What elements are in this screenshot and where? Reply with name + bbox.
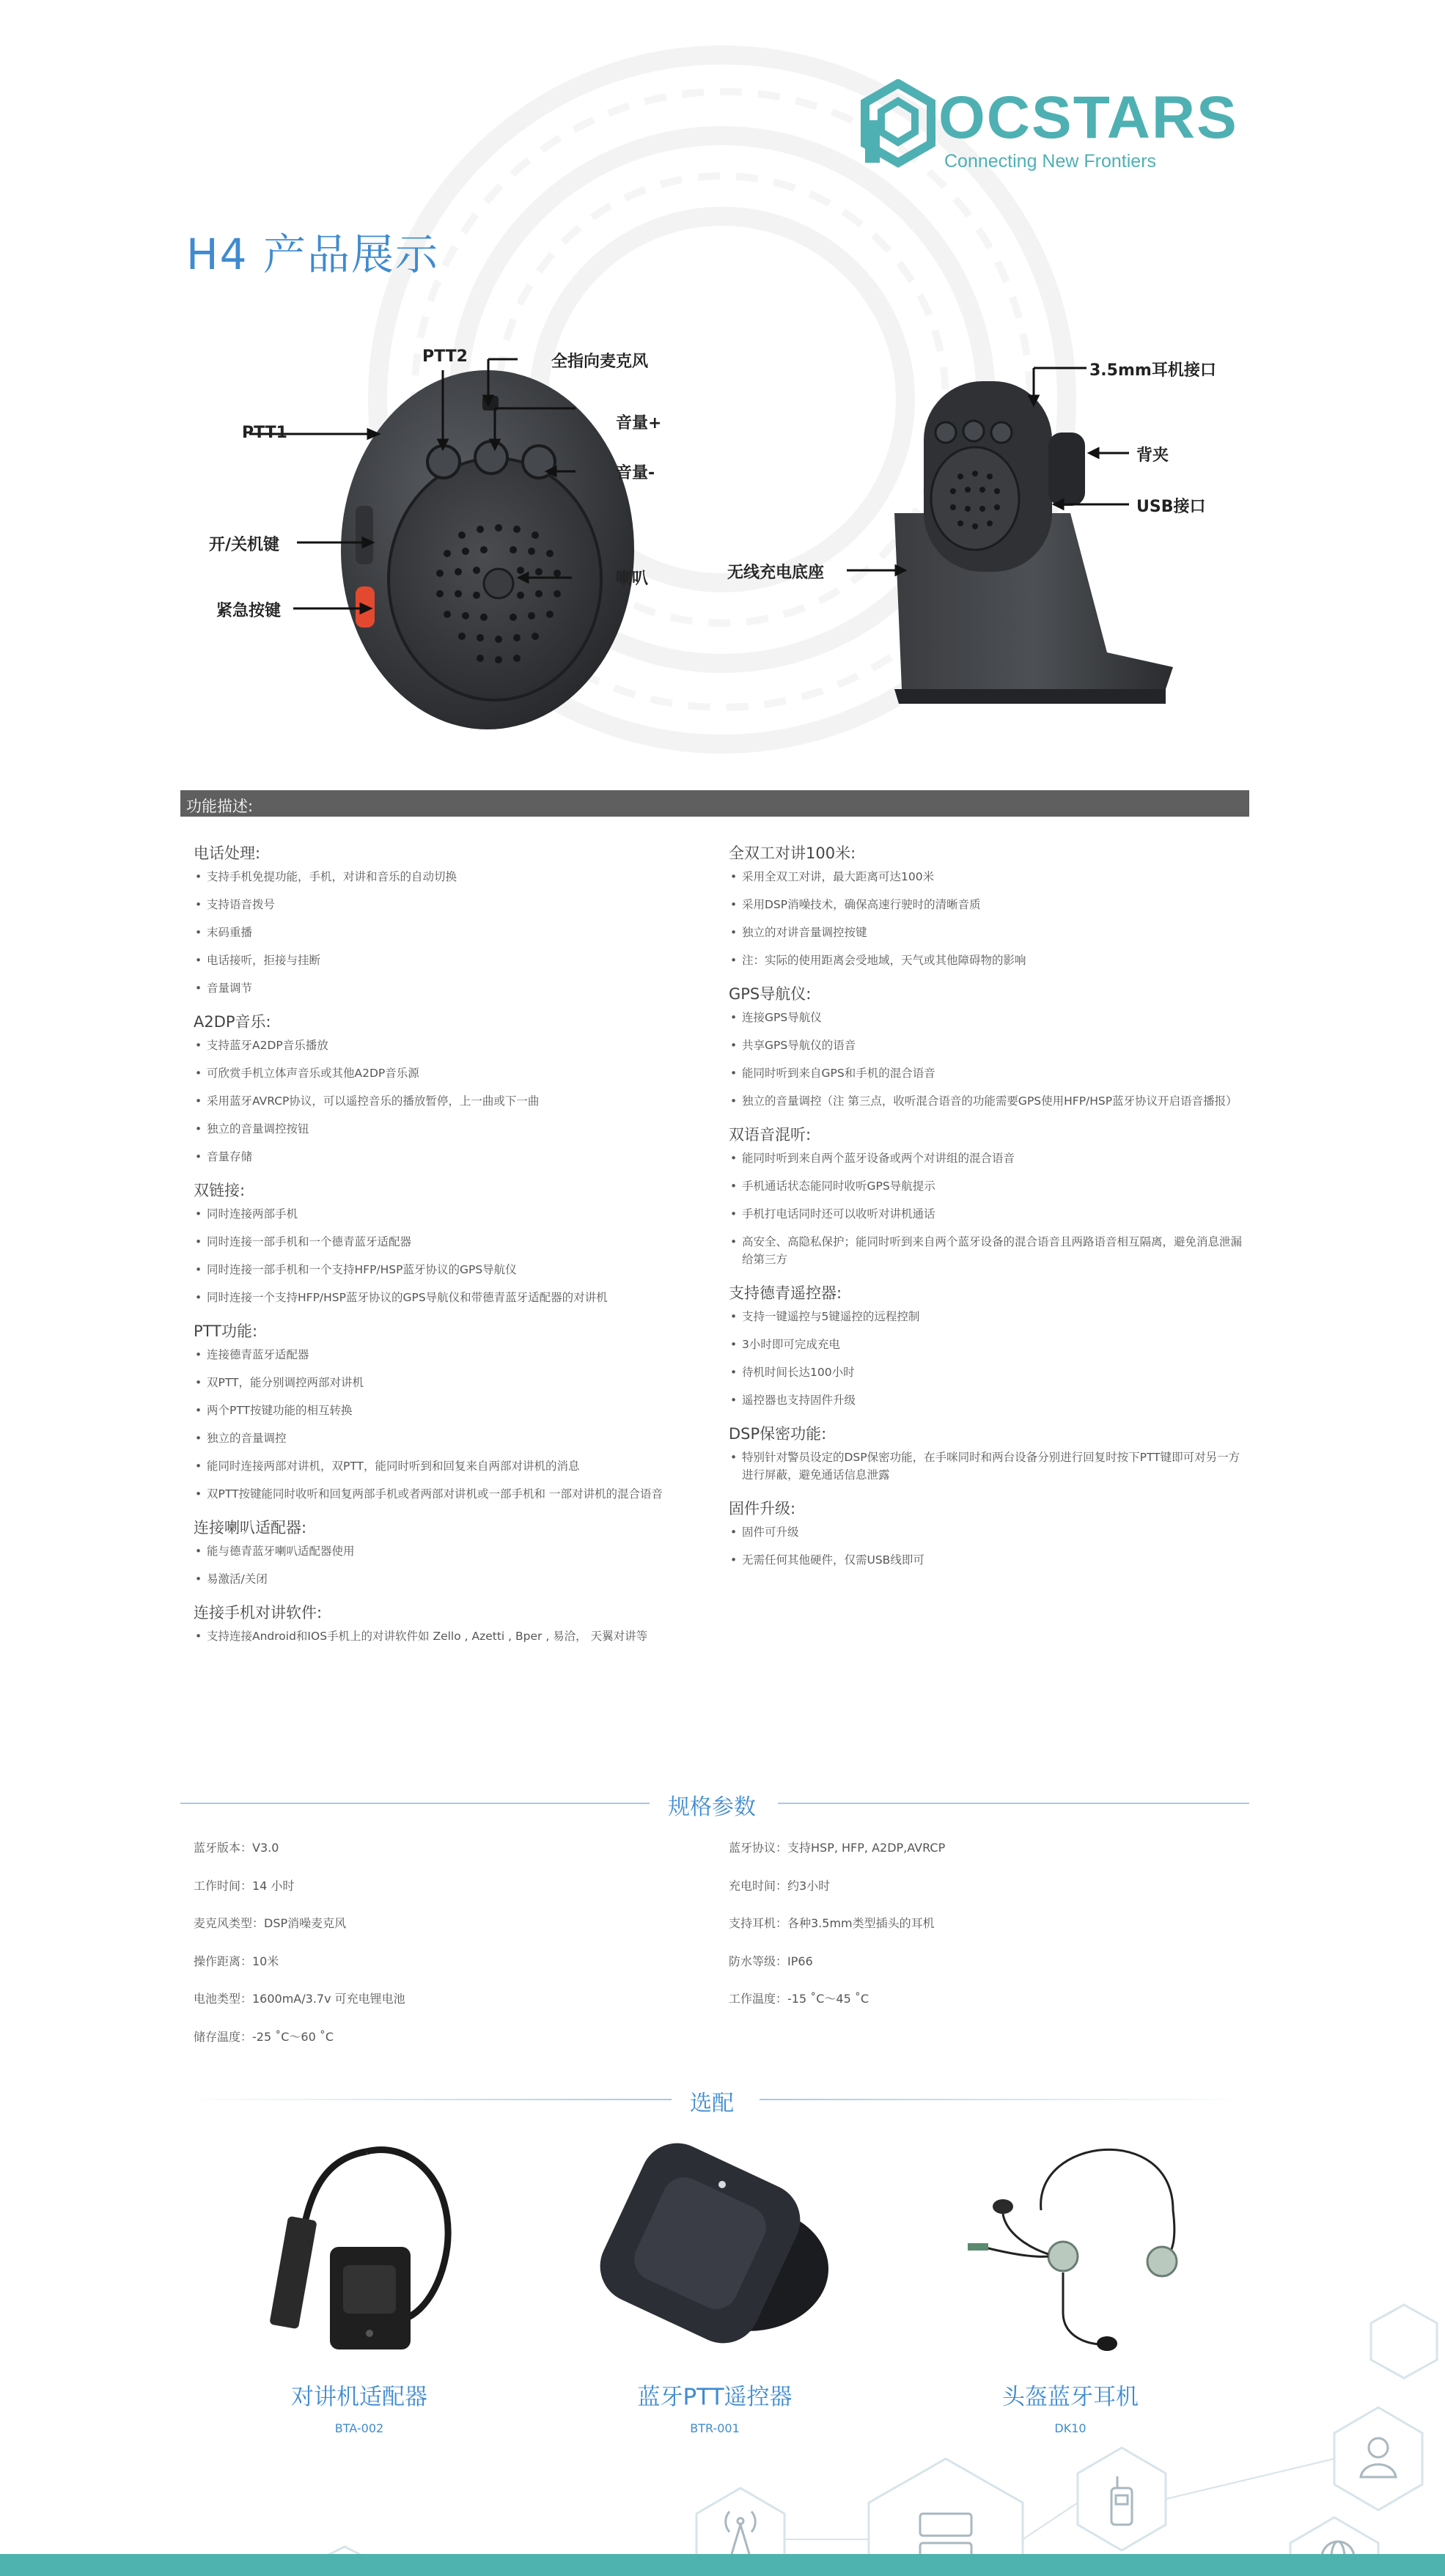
feature-item: • 易激活/关闭: [194, 1570, 707, 1588]
feature-item: • 手机通话状态能同时收听GPS导航提示: [729, 1177, 1242, 1195]
feature-item: • 能与德青蓝牙喇叭适配器使用: [194, 1542, 707, 1560]
spec-item: 支持耳机：各种3.5mm类型插头的耳机: [729, 1916, 935, 1930]
feature-item: • 连接德青蓝牙适配器: [194, 1346, 707, 1364]
features-heading-bar: [180, 790, 1249, 817]
feature-list: [729, 1308, 1242, 1409]
user-icon: [1361, 2438, 1396, 2477]
feature-item: • 同时连接一个支持HFP/HSP蓝牙协议的GPS导航仪和带德青蓝牙适配器的对讲机: [194, 1289, 707, 1306]
feature-item: • 连接GPS导航仪: [729, 1009, 1242, 1026]
feature-group: [194, 1320, 707, 1503]
feature-list: [194, 1037, 707, 1166]
divider: [180, 2099, 672, 2100]
callout-usb: USB接口: [1136, 498, 1206, 516]
feature-list: [194, 1346, 707, 1503]
callout-ptt1: PTT1: [242, 424, 287, 442]
feature-group: [729, 1281, 1242, 1409]
device-dock-diagram: [726, 345, 1254, 740]
feature-item: • 能同时听到来自GPS和手机的混合语音: [729, 1064, 1242, 1082]
accessory-model: BTR-001: [690, 2421, 740, 2435]
accessory-name: 头盔蓝牙耳机: [1002, 2384, 1139, 2410]
accessories-heading: 选配: [690, 2091, 734, 2116]
feature-item: • 支持蓝牙A2DP音乐播放: [194, 1037, 707, 1054]
feature-item: • 音量调节: [194, 979, 707, 997]
feature-list: [729, 1523, 1242, 1569]
antenna-icon: [726, 2511, 756, 2554]
feature-group-title: PTT功能:: [194, 1322, 258, 1340]
feature-group-title: A2DP音乐:: [194, 1013, 271, 1031]
speaker-mic-illustration: [205, 337, 718, 733]
feature-group: [729, 842, 1242, 969]
spec-item: 防水等级：IP66: [729, 1954, 813, 1968]
callout-dock: 无线充电底座: [727, 564, 825, 582]
feature-item: • 同时连接两部手机: [194, 1205, 707, 1223]
feature-group-title: DSP保密功能:: [729, 1425, 827, 1443]
feature-item: • 同时连接一部手机和一个支持HFP/HSP蓝牙协议的GPS导航仪: [194, 1261, 707, 1278]
feature-item: • 支持语音拨号: [194, 896, 707, 913]
feature-item: • 独立的音量调控（注 第三点，收听混合语音的功能需要GPS使用HFP/HSP蓝牙协议开启语音播报）: [729, 1092, 1242, 1110]
feature-item: • 高安全、高隐私保护；能同时听到来自两个蓝牙设备的混合语音且两路语音相互隔离，避免消息泄漏给第三方: [729, 1233, 1242, 1268]
feature-item: • 可欣赏手机立体声音乐或其他A2DP音乐源: [194, 1064, 707, 1082]
feature-item: • 独立的对讲音量调控按键: [729, 924, 1242, 941]
spec-item: 充电时间：约3小时: [729, 1878, 831, 1893]
feature-item: • 采用DSP消噪技术，确保高速行驶时的清晰音质: [729, 896, 1242, 913]
feature-item: • 采用全双工对讲，最大距离可达100米: [729, 868, 1242, 886]
callout-jack: 3.5mm耳机接口: [1089, 361, 1216, 380]
charging-dock-illustration: [726, 345, 1254, 740]
callout-mic: 全指向麦克风: [551, 353, 649, 371]
radio-icon: [1111, 2476, 1132, 2525]
hexagon-decoration: [0, 2268, 1445, 2576]
feature-group-title: 连接手机对讲软件:: [194, 1604, 323, 1622]
specs-heading: 规格参数: [668, 1795, 756, 1820]
feature-group: [729, 982, 1242, 1110]
callout-clip: 背夹: [1136, 446, 1169, 465]
spec-item: 储存温度：-25 ˚C～60 ˚C: [194, 2029, 334, 2044]
callout-emergency: 紧急按键: [216, 602, 282, 620]
specs-header: [180, 1789, 1249, 1818]
feature-item: • 音量存储: [194, 1148, 707, 1166]
feature-item: • 遥控器也支持固件升级: [729, 1391, 1242, 1409]
accessory-model: DK10: [1054, 2421, 1086, 2435]
brand-name: OCSTARS: [938, 84, 1238, 151]
feature-item: • 支持连接Android和IOS手机上的对讲软件如 Zello , Azetti , Bper , 易洽， 天翼对讲等: [194, 1627, 707, 1645]
feature-item: • 手机打电话同时还可以收听对讲机通话: [729, 1205, 1242, 1223]
feature-list: [729, 1009, 1242, 1110]
feature-item: • 独立的音量调控按钮: [194, 1120, 707, 1138]
feature-group: [194, 1601, 707, 1645]
spec-item: 蓝牙版本：V3.0: [194, 1841, 279, 1855]
divider: [760, 2099, 1249, 2100]
callout-ptt2: PTT2: [422, 347, 468, 366]
feature-item: • 独立的音量调控: [194, 1429, 707, 1447]
feature-item: • 固件可升级: [729, 1523, 1242, 1541]
feature-item: • 共享GPS导航仪的语音: [729, 1037, 1242, 1054]
feature-list: [729, 1449, 1242, 1484]
feature-item: • 特别针对警员设定的DSP保密功能，在手咪同时和两台设备分别进行回复时按下PTT键即可对另一方进行屏蔽，避免通话信息泄露: [729, 1449, 1242, 1484]
feature-group-title: GPS导航仪:: [729, 985, 812, 1003]
feature-list: [194, 1205, 707, 1306]
features-heading: 功能描述:: [186, 798, 254, 815]
feature-item: • 支持手机免提功能，手机，对讲和音乐的自动切换: [194, 868, 707, 886]
feature-item: • 同时连接一部手机和一个德青蓝牙适配器: [194, 1233, 707, 1251]
feature-item: • 3小时即可完成充电: [729, 1336, 1242, 1353]
divider: [778, 1803, 1249, 1804]
feature-group: [729, 1422, 1242, 1484]
features-right-column: [729, 842, 1242, 1582]
feature-item: • 双PTT，能分别调控两部对讲机: [194, 1374, 707, 1391]
feature-list: [194, 1542, 707, 1588]
spec-item: 蓝牙协议：支持HSP, HFP, A2DP,AVRCP: [729, 1841, 946, 1855]
feature-group: [194, 842, 707, 997]
spec-item: 麦克风类型：DSP消噪麦克风: [194, 1916, 347, 1930]
feature-group: [194, 1179, 707, 1306]
brand-tagline: Connecting New Frontiers: [944, 151, 1157, 172]
hexagon-logo-icon: [858, 79, 938, 171]
accessory-name: 蓝牙PTT遥控器: [637, 2384, 793, 2410]
callout-speaker: 喇叭: [616, 570, 649, 588]
feature-group-title: 全双工对讲100米:: [729, 844, 856, 862]
spec-item: 电池类型：1600mA/3.7v 可充电锂电池: [194, 1992, 405, 2006]
divider: [180, 1803, 650, 1804]
feature-item: • 两个PTT按键功能的相互转换: [194, 1402, 707, 1419]
accessory-name: 对讲机适配器: [291, 2384, 427, 2410]
feature-item: • 能同时连接两部对讲机，双PTT，能同时听到和回复来自两部对讲机的消息: [194, 1457, 707, 1475]
feature-item: • 采用蓝牙AVRCP协议，可以遥控音乐的播放暂停，上一曲或下一曲: [194, 1092, 707, 1110]
feature-item: • 待机时间长达100小时: [729, 1364, 1242, 1381]
feature-list: [729, 868, 1242, 969]
callout-power: 开/关机键: [209, 536, 280, 554]
spec-item: 工作时间：14 小时: [194, 1878, 295, 1893]
feature-group-title: 双链接:: [194, 1182, 246, 1199]
feature-group-title: 支持德青遥控器:: [729, 1284, 842, 1302]
accessories-header: [180, 2085, 1249, 2114]
callout-vol-up: 音量+: [616, 414, 662, 433]
feature-group: [194, 1010, 707, 1166]
feature-list: [194, 868, 707, 997]
feature-item: • 末码重播: [194, 924, 707, 941]
feature-item: • 电话接听，拒接与挂断: [194, 952, 707, 969]
feature-group-title: 双语音混听:: [729, 1126, 812, 1144]
device-front-diagram: [205, 337, 718, 733]
feature-group: [194, 1516, 707, 1588]
feature-group: [729, 1123, 1242, 1268]
footer-bar: [0, 2554, 1445, 2576]
features-left-column: [194, 842, 707, 1658]
feature-group-title: 电话处理:: [194, 844, 261, 862]
feature-group: [729, 1497, 1242, 1569]
feature-item: • 能同时听到来自两个蓝牙设备或两个对讲组的混合语音: [729, 1149, 1242, 1167]
brand-logo: [858, 79, 1268, 174]
feature-item: • 双PTT按键能同时收听和回复两部手机或者两部对讲机或一部手机和 一部对讲机的混合语音: [194, 1485, 707, 1503]
spec-item: 工作温度：-15 ˚C～45 ˚C: [729, 1992, 869, 2006]
callout-vol-down: 音量-: [616, 464, 655, 482]
spec-item: 操作距离：10米: [194, 1954, 279, 1968]
feature-group-title: 固件升级:: [729, 1500, 796, 1517]
feature-list: [194, 1627, 707, 1645]
feature-item: • 支持一键遥控与5键遥控的远程控制: [729, 1308, 1242, 1325]
page-title: H4 产品展示: [186, 229, 439, 279]
feature-group-title: 连接喇叭适配器:: [194, 1519, 307, 1537]
accessory-model: BTA-002: [334, 2421, 384, 2435]
feature-item: • 无需任何其他硬件，仅需USB线即可: [729, 1551, 1242, 1569]
feature-item: • 注：实际的使用距离会受地域，天气或其他障碍物的影响: [729, 952, 1242, 969]
feature-list: [729, 1149, 1242, 1268]
